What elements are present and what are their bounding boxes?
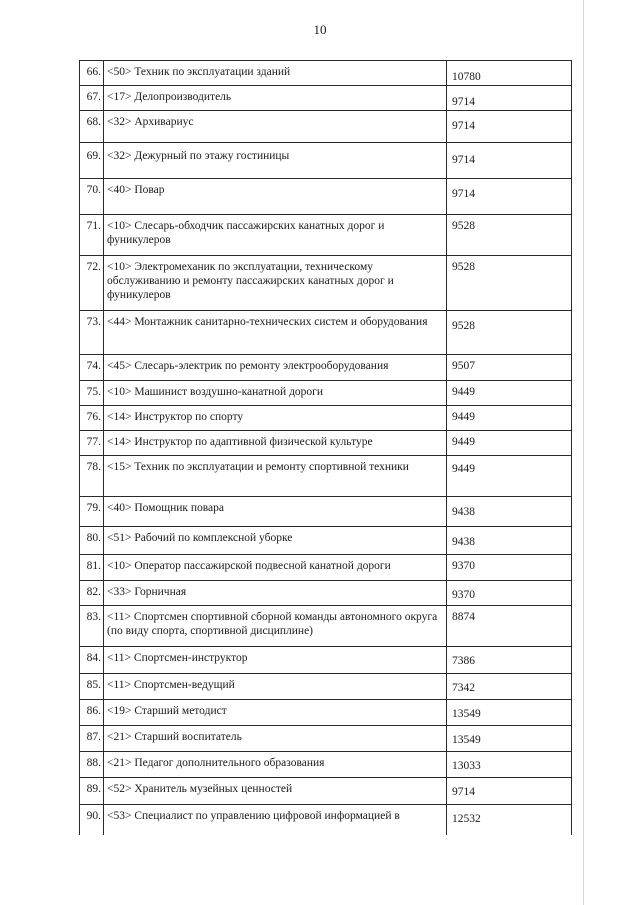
table-row bbox=[80, 581, 572, 606]
salary-value: 13033 bbox=[447, 752, 572, 778]
position-name: <45> Слесарь-электрик по ремонту электрооборудования bbox=[104, 355, 447, 381]
row-number: 85. bbox=[80, 674, 104, 700]
position-name: <10> Машинист воздушно-канатной дороги bbox=[104, 381, 447, 406]
salary-value: 9449 bbox=[447, 406, 572, 431]
row-number: 87. bbox=[80, 726, 104, 752]
table-row bbox=[80, 778, 572, 805]
salary-value: 9449 bbox=[447, 431, 572, 456]
row-number: 67. bbox=[80, 86, 104, 111]
position-name: <15> Техник по эксплуатации и ремонту спортивной техники bbox=[104, 456, 447, 497]
salary-value: 9714 bbox=[447, 143, 572, 179]
table-row bbox=[80, 381, 572, 406]
position-name: <14> Инструктор по спорту bbox=[104, 406, 447, 431]
salary-value: 13549 bbox=[447, 726, 572, 752]
table-row bbox=[80, 497, 572, 527]
table-row bbox=[80, 143, 572, 179]
row-number: 90. bbox=[80, 805, 104, 835]
row-number: 83. bbox=[80, 606, 104, 647]
position-name: <11> Спортсмен-инструктор bbox=[104, 647, 447, 674]
table-row bbox=[80, 527, 572, 555]
salary-value: 9528 bbox=[447, 256, 572, 311]
table-row bbox=[80, 355, 572, 381]
table-row bbox=[80, 726, 572, 752]
page-number: 10 bbox=[313, 22, 327, 37]
table-row bbox=[80, 311, 572, 355]
table-row bbox=[80, 555, 572, 581]
row-number: 74. bbox=[80, 355, 104, 381]
salary-value: 9714 bbox=[447, 111, 572, 143]
table-row bbox=[80, 215, 572, 256]
position-name: <11> Спортсмен-ведущий bbox=[104, 674, 447, 700]
position-name: <10> Электромеханик по эксплуатации, техническому обслуживанию и ремонту пассажирских канатных дорог и фуникулеров bbox=[104, 256, 447, 311]
salary-value: 13549 bbox=[447, 700, 572, 726]
position-name: <17> Делопроизводитель bbox=[104, 86, 447, 111]
salary-value: 8874 bbox=[447, 606, 572, 647]
salary-value: 10780 bbox=[447, 61, 572, 86]
row-number: 75. bbox=[80, 381, 104, 406]
table-row bbox=[80, 805, 572, 835]
salary-value: 9507 bbox=[447, 355, 572, 381]
table-row bbox=[80, 111, 572, 143]
position-name: <21> Педагог дополнительного образования bbox=[104, 752, 447, 778]
table-row bbox=[80, 647, 572, 674]
salary-value: 9449 bbox=[447, 381, 572, 406]
table-row bbox=[80, 431, 572, 456]
row-number: 69. bbox=[80, 143, 104, 179]
table-row bbox=[80, 86, 572, 111]
table-row bbox=[80, 406, 572, 431]
table-row bbox=[80, 256, 572, 311]
salary-value: 9438 bbox=[447, 497, 572, 527]
table-row bbox=[80, 700, 572, 726]
table-row bbox=[80, 456, 572, 497]
salary-value: 9714 bbox=[447, 778, 572, 805]
sheet-edge bbox=[583, 0, 584, 905]
salary-value: 9438 bbox=[447, 527, 572, 555]
position-name: <14> Инструктор по адаптивной физической культуре bbox=[104, 431, 447, 456]
row-number: 82. bbox=[80, 581, 104, 606]
row-number: 76. bbox=[80, 406, 104, 431]
row-number: 89. bbox=[80, 778, 104, 805]
row-number: 78. bbox=[80, 456, 104, 497]
table-row bbox=[80, 606, 572, 647]
position-name: <50> Техник по эксплуатации зданий bbox=[104, 61, 447, 86]
salary-value: 7386 bbox=[447, 647, 572, 674]
salary-value: 9714 bbox=[447, 86, 572, 111]
salary-value: 9528 bbox=[447, 215, 572, 256]
row-number: 68. bbox=[80, 111, 104, 143]
row-number: 88. bbox=[80, 752, 104, 778]
position-name: <53> Специалист по управлению цифровой информацией в bbox=[104, 805, 447, 835]
row-number: 77. bbox=[80, 431, 104, 456]
position-name: <52> Хранитель музейных ценностей bbox=[104, 778, 447, 805]
row-number: 86. bbox=[80, 700, 104, 726]
salary-value: 7342 bbox=[447, 674, 572, 700]
position-name: <10> Слесарь-обходчик пассажирских канатных дорог и фуникулеров bbox=[104, 215, 447, 256]
position-name: <11> Спортсмен спортивной сборной команды автономного округа (по виду спорта, спортивной дисциплине) bbox=[104, 606, 447, 647]
table-row bbox=[80, 61, 572, 86]
positions-table bbox=[79, 60, 572, 835]
position-name: <33> Горничная bbox=[104, 581, 447, 606]
position-name: <40> Помощник повара bbox=[104, 497, 447, 527]
position-name: <19> Старший методист bbox=[104, 700, 447, 726]
position-name: <10> Оператор пассажирской подвесной канатной дороги bbox=[104, 555, 447, 581]
position-name: <44> Монтажник санитарно-технических систем и оборудования bbox=[104, 311, 447, 355]
position-name: <32> Архивариус bbox=[104, 111, 447, 143]
salary-value: 9370 bbox=[447, 555, 572, 581]
salary-value: 9449 bbox=[447, 456, 572, 497]
table-row bbox=[80, 752, 572, 778]
salary-value: 9370 bbox=[447, 581, 572, 606]
row-number: 84. bbox=[80, 647, 104, 674]
table-row bbox=[80, 179, 572, 215]
salary-value: 12532 bbox=[447, 805, 572, 835]
row-number: 66. bbox=[80, 61, 104, 86]
position-name: <32> Дежурный по этажу гостиницы bbox=[104, 143, 447, 179]
position-name: <51> Рабочий по комплексной уборке bbox=[104, 527, 447, 555]
salary-value: 9714 bbox=[447, 179, 572, 215]
row-number: 79. bbox=[80, 497, 104, 527]
row-number: 81. bbox=[80, 555, 104, 581]
table-row bbox=[80, 674, 572, 700]
row-number: 73. bbox=[80, 311, 104, 355]
row-number: 70. bbox=[80, 179, 104, 215]
row-number: 71. bbox=[80, 215, 104, 256]
row-number: 72. bbox=[80, 256, 104, 311]
position-name: <21> Старший воспитатель bbox=[104, 726, 447, 752]
salary-value: 9528 bbox=[447, 311, 572, 355]
position-name: <40> Повар bbox=[104, 179, 447, 215]
row-number: 80. bbox=[80, 527, 104, 555]
